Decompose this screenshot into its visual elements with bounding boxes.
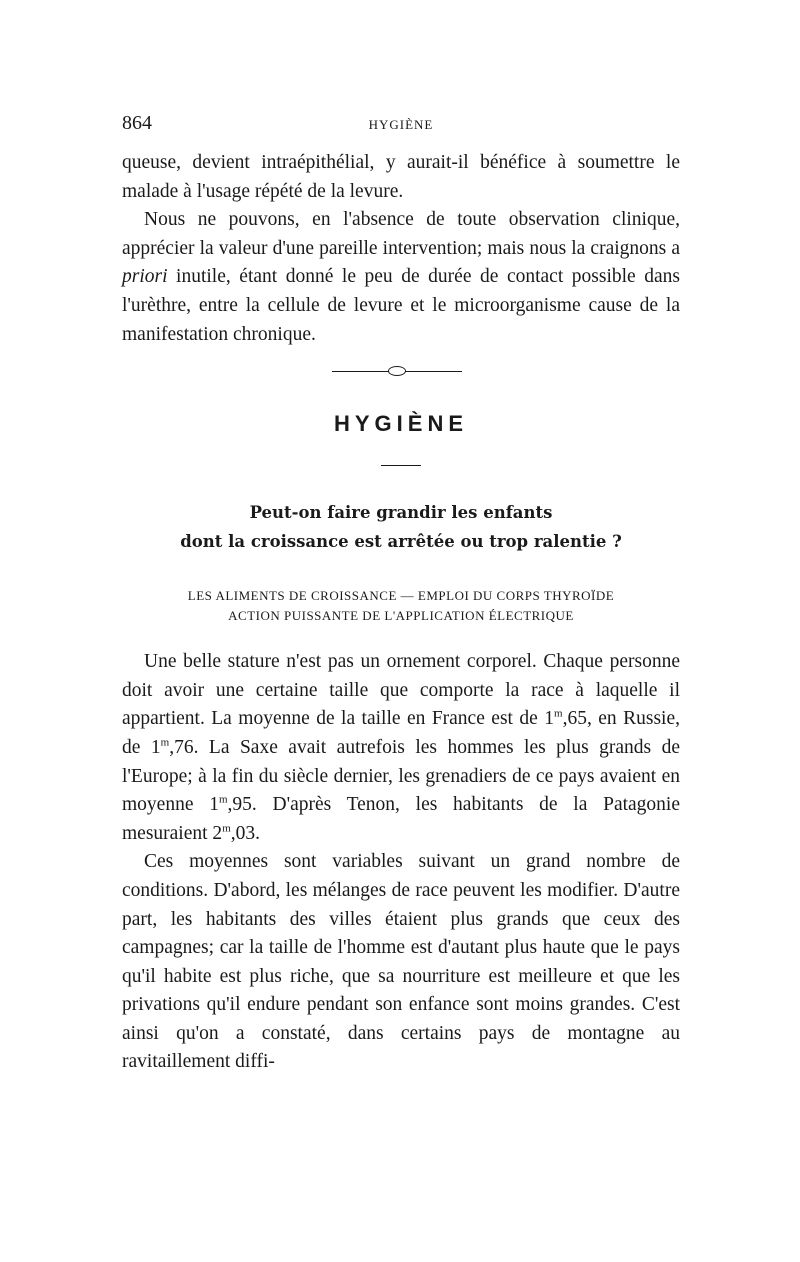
article-paragraph-1-text-e: ,03. [230,822,260,844]
article-subtitle [122,586,680,626]
title-rule [381,465,421,466]
article-title-line-2: dont la croissance est arrêtée ou trop ralentie ? [180,532,622,552]
unit-superscript-3: m [218,793,228,806]
unit-superscript-4: m [222,822,231,835]
section-ornament [122,361,680,381]
article-paragraph-1-text-a: Une belle stature n'est pas un ornement corporel. Chaque personne doit avoir une certaine taille que comporte la race à laquelle il appartient. La moyenne de la taille en France est de 1 [122,651,680,730]
article-paragraph-1-text-d: ,95. D'après Tenon, les habitants de la Patagonie mesuraient 2 [122,794,680,844]
running-head [122,110,680,138]
intro-paragraph-1-text: queuse, devient intraépithélial, y aurait-il bénéfice à soumettre le malade à l'usage répété de la levure. [122,152,680,202]
intro-paragraph-2-text-b: inutile, étant donné le peu de durée de contact possible dans l'urèthre, entre la cellule de levure et le microorganisme cause de la manifestation chronique. [122,266,680,345]
article-paragraph-1-text-b: ,65, en Russie, de 1 [122,708,680,758]
article-subtitle-line-2: ACTION PUISSANTE DE L'APPLICATION ÉLECTRIQUE [228,608,574,624]
article-paragraph-1 [122,648,680,848]
ornament-knot-icon [388,366,406,376]
intro-paragraph-2 [122,206,680,349]
unit-superscript-1: m [554,707,563,720]
article-title-line-1: Peut-on faire grandir les enfants [249,503,553,523]
intro-paragraph-1 [122,149,680,206]
book-page [122,110,680,1077]
unit-superscript-2: m [160,736,170,749]
page-number: 864 [122,112,152,134]
article-title [122,498,680,556]
section-title: HYGIÈNE [333,411,469,437]
intro-paragraph-2-text-a: Nous ne pouvons, en l'absence de toute observation clinique, apprécier la valeur d'une pareille intervention; mais nous la craignons a [122,209,680,259]
article-paragraph-1-text-c: ,76. La Saxe avait autrefois les hommes les plus grands de l'Europe; à la fin du siècle dernier, les grenadiers de ce pays avaient en moyenne 1 [122,736,680,816]
intro-paragraph-2-emphasis: priori [122,266,168,288]
article-paragraph-2 [122,848,680,1077]
article-subtitle-line-1: LES ALIMENTS DE CROISSANCE — EMPLOI DU CORPS THYROÏDE [187,588,615,604]
article-paragraph-2-text: Ces moyennes sont variables suivant un grand nombre de conditions. D'abord, les mélanges de race peuvent les modifier. D'autre part, les habitants des villes étaient plus grands que ceux des campagnes; car la taille de l'homme est d'autant plus haute que le pays qu'il habite est plus riche, que sa nourriture est meilleure et que les privations qu'il endure pendant son enfance sont moins grandes. C'est ainsi qu'on a constaté, dans certains pays de montagne au ravitaillement diffi- [122,851,680,1073]
running-title: HYGIÈNE [368,117,434,132]
